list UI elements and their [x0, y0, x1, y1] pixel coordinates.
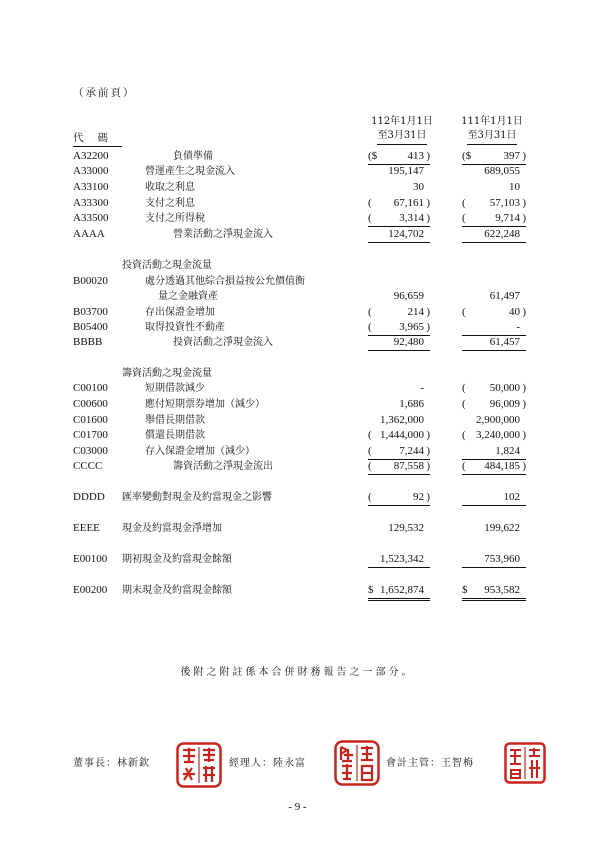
row-code: B05400 [73, 321, 108, 333]
amount-2022 [462, 181, 526, 195]
amount-value: 199,622 [484, 522, 520, 534]
amount-value: 413 [407, 150, 424, 162]
amount-suffix: ) [426, 460, 430, 472]
row-description: 存入保證金增加（減少） [145, 446, 255, 457]
amount-value: 953,582 [484, 584, 520, 596]
amount-2022 [462, 584, 526, 601]
row-code: E00200 [73, 584, 108, 596]
amount-value: 1,362,000 [380, 414, 424, 426]
signature-chairman-label: 董事長：林新欽 [73, 758, 150, 769]
amount-value: 753,960 [484, 553, 520, 565]
amount-prefix: ( [368, 212, 372, 224]
footnote: 後附之附註係本合併財務報告之一部分。 [180, 667, 415, 678]
amount-2023 [368, 336, 430, 351]
row-description: 籌資活動之現金流量 [122, 368, 212, 379]
row-description: 期末現金及約當現金餘額 [122, 585, 232, 596]
row-description: 期初現金及約當現金餘額 [122, 554, 232, 565]
row-code: C01700 [73, 429, 108, 441]
amount-prefix: ( [462, 306, 466, 318]
amount-value: 57,103 [489, 197, 520, 209]
amount-prefix: ( [462, 398, 466, 410]
accountant-seal [504, 742, 546, 787]
amount-2022 [462, 522, 526, 536]
row-description: 投資活動之現金流量 [122, 260, 212, 271]
amount-2022 [462, 382, 526, 396]
row-code: CCCC [73, 460, 103, 472]
amount-2023 [368, 165, 430, 179]
row-code: AAAA [73, 228, 105, 240]
amount-suffix: ) [426, 321, 430, 333]
column-header-2022 [452, 115, 532, 145]
amount-suffix: ) [426, 212, 430, 224]
amount-value: 622,248 [484, 228, 520, 240]
amount-suffix: ) [522, 429, 526, 441]
row-code: BBBB [73, 336, 103, 348]
amount-2023 [368, 445, 430, 460]
row-description: 負債準備 [173, 151, 213, 162]
amount-suffix: ) [522, 398, 526, 410]
amount-suffix: ) [426, 445, 430, 457]
amount-value: 61,457 [489, 336, 520, 348]
amount-value: 397 [503, 150, 520, 162]
amount-value: 2,900,000 [476, 414, 520, 426]
amount-value: 3,314 [399, 212, 424, 224]
amount-value: 1,686 [399, 398, 424, 410]
amount-2023 [368, 398, 430, 412]
amount-2023 [368, 553, 430, 568]
amount-2023 [368, 382, 430, 396]
manager-seal [334, 740, 380, 789]
amount-suffix: ) [426, 429, 430, 441]
amount-prefix: ( [368, 321, 372, 333]
amount-2022 [462, 429, 526, 443]
amount-2023 [368, 181, 430, 195]
amount-prefix: ( [368, 429, 372, 441]
amount-suffix: ) [522, 460, 526, 472]
amount-value: 1,652,874 [380, 584, 424, 596]
amount-value: 124,702 [388, 228, 424, 240]
amount-value: 9,714 [495, 212, 520, 224]
amount-prefix: ( [368, 197, 372, 209]
amount-2022 [462, 321, 526, 336]
column-header-2023-line2: 至3月31日 [377, 129, 426, 145]
amount-2022 [462, 197, 526, 211]
amount-value: 1,444,000 [380, 429, 424, 441]
amount-2022 [462, 306, 526, 320]
amount-value: - [516, 321, 520, 333]
amount-suffix: ) [426, 306, 430, 318]
amount-suffix: ) [522, 212, 526, 224]
amount-prefix: ( [462, 429, 466, 441]
row-code: C03000 [73, 445, 108, 457]
amount-value: 1,824 [495, 445, 520, 457]
row-code: A32200 [73, 150, 109, 162]
amount-value: 129,532 [388, 522, 424, 534]
amount-prefix: ($ [462, 150, 472, 162]
amount-value: 689,055 [484, 165, 520, 177]
amount-2022 [462, 150, 526, 165]
column-header-2022-line2: 至3月31日 [467, 129, 516, 145]
row-code: B03700 [73, 306, 108, 318]
row-code: B00020 [73, 275, 108, 287]
amount-2022 [462, 165, 526, 179]
amount-2022 [462, 491, 526, 506]
amount-value: 1,523,342 [380, 553, 424, 565]
row-description: 量之金融資產 [158, 291, 218, 302]
amount-value: 96,009 [489, 398, 520, 410]
row-code: A33500 [73, 212, 109, 224]
row-description: 舉借長期借款 [145, 415, 205, 426]
row-description: 籌資活動之淨現金流出 [173, 461, 273, 472]
amount-2023 [368, 212, 430, 227]
amount-2023 [368, 460, 430, 475]
amount-value: 96,659 [393, 290, 424, 302]
amount-suffix: ) [522, 306, 526, 318]
amount-prefix: ( [368, 306, 372, 318]
row-description: 現金及約當現金淨增加 [122, 523, 222, 534]
amount-2023 [368, 228, 430, 243]
amount-prefix: ($ [368, 150, 378, 162]
column-header-2023 [362, 115, 442, 145]
amount-value: 484,185 [484, 460, 520, 472]
chairman-seal [176, 742, 222, 791]
amount-2023 [368, 429, 430, 443]
amount-suffix: ) [522, 150, 526, 162]
amount-2022 [462, 290, 526, 304]
row-description: 投資活動之淨現金流入 [173, 337, 273, 348]
amount-2023 [368, 290, 430, 304]
row-code: A33100 [73, 181, 109, 193]
amount-value: - [420, 382, 424, 394]
row-code: A33300 [73, 197, 109, 209]
row-code: C00600 [73, 398, 108, 410]
amount-2022 [462, 445, 526, 460]
amount-value: 214 [407, 306, 424, 318]
amount-value: 30 [413, 181, 424, 193]
amount-suffix: ) [426, 197, 430, 209]
amount-2023 [368, 491, 430, 506]
row-description: 處分透過其他綜合損益按公允價值衡 [145, 276, 305, 287]
row-code: C01600 [73, 414, 108, 426]
amount-2023 [368, 197, 430, 211]
page-number: - 9 - [288, 801, 307, 813]
amount-prefix: ( [462, 197, 466, 209]
continued-label: （承前頁） [73, 87, 136, 99]
amount-value: 50,000 [489, 382, 520, 394]
amount-2023 [368, 306, 430, 320]
amount-value: 92 [413, 491, 424, 503]
amount-prefix: ( [368, 445, 372, 457]
amount-value: 195,147 [388, 165, 424, 177]
amount-value: 87,558 [393, 460, 424, 472]
row-description: 支付之利息 [145, 198, 195, 209]
column-header-2023-line1: 112年1月1日 [371, 116, 433, 127]
amount-2022 [462, 414, 526, 428]
amount-2022 [462, 398, 526, 412]
column-header-2022-line1: 111年1月1日 [461, 116, 523, 127]
amount-value: 7,244 [399, 445, 424, 457]
amount-prefix: ( [368, 491, 372, 503]
row-description: 償還長期借款 [145, 430, 205, 441]
amount-2022 [462, 336, 526, 351]
amount-prefix: ( [462, 460, 466, 472]
row-description: 營運產生之現金流入 [145, 166, 235, 177]
amount-2023 [368, 321, 430, 336]
row-code: E00100 [73, 553, 108, 565]
amount-suffix: ) [426, 150, 430, 162]
row-description: 取得投資性不動產 [145, 322, 225, 333]
row-description: 應付短期票券增加（減少） [145, 399, 265, 410]
amount-value: 3,240,000 [476, 429, 520, 441]
amount-suffix: ) [522, 197, 526, 209]
amount-2023 [368, 584, 430, 601]
amount-prefix: ( [462, 212, 466, 224]
row-description: 收取之利息 [145, 182, 195, 193]
amount-value: 40 [509, 306, 520, 318]
amount-2022 [462, 553, 526, 568]
row-description: 支付之所得稅 [145, 213, 205, 224]
row-code: A33000 [73, 165, 109, 177]
amount-value: 67,161 [393, 197, 424, 209]
amount-2022 [462, 212, 526, 227]
amount-value: 3,965 [399, 321, 424, 333]
amount-prefix: ( [462, 382, 466, 394]
amount-2022 [462, 228, 526, 243]
row-code: DDDD [73, 491, 105, 503]
amount-2023 [368, 522, 430, 536]
row-description: 營業活動之淨現金流入 [173, 229, 273, 240]
row-code: EEEE [73, 522, 100, 534]
amount-suffix: ) [522, 382, 526, 394]
amount-2023 [368, 150, 430, 165]
amount-suffix: ) [426, 491, 430, 503]
signature-accountant-label: 會計主管：王智梅 [386, 758, 474, 769]
row-code: C00100 [73, 382, 108, 394]
amount-2023 [368, 414, 430, 428]
row-description: 匯率變動對現金及約當現金之影響 [122, 492, 272, 503]
amount-value: 92,480 [393, 336, 424, 348]
amount-value: 102 [503, 491, 520, 503]
amount-prefix: ( [368, 460, 372, 472]
amount-value: 61,497 [489, 290, 520, 302]
code-column-header: 代碼 [73, 132, 122, 147]
row-description: 短期借款減少 [145, 383, 205, 394]
amount-prefix: $ [462, 584, 468, 596]
amount-value: 10 [509, 181, 520, 193]
amount-prefix: $ [368, 584, 374, 596]
amount-2022 [462, 460, 526, 475]
signature-manager-label: 經理人：陸永富 [229, 758, 306, 769]
row-description: 存出保證金增加 [145, 307, 215, 318]
